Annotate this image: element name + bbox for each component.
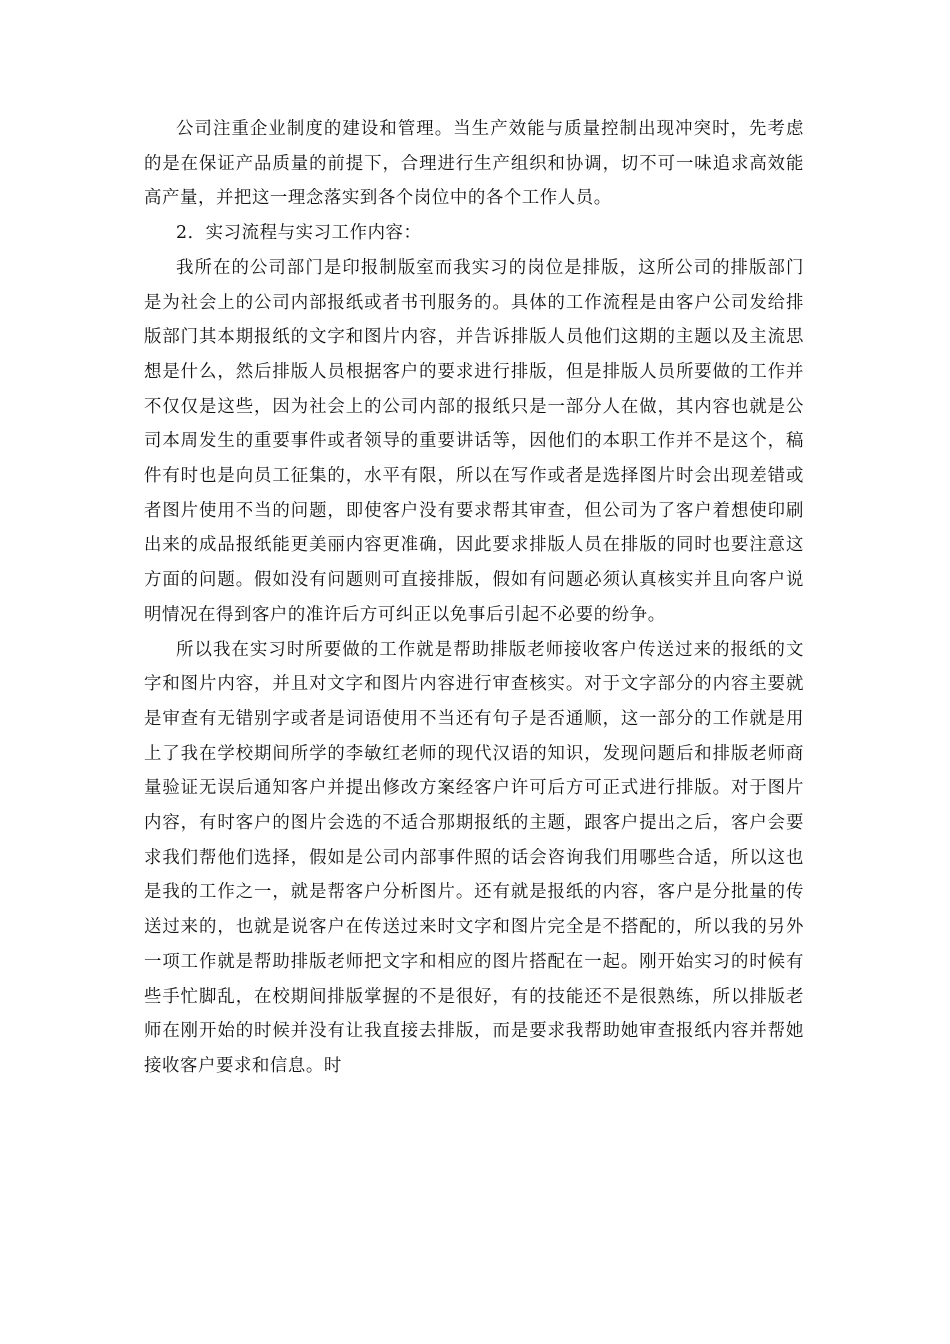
paragraph-internship-duties: 所以我在实习时所要做的工作就是帮助排版老师接收客户传送过来的报纸的文字和图片内容，并且对文字和图片内容进行审查核实。对于文字部分的内容主要就是审查有无错别字或者是词语使用不当还有句子是否通顺，这一部分的工作就是用上了我在学校期间所学的李敏红老师的现代汉语的知识，发现问题后和排版老师商量验证无误后通知客户并提出修改方案经客户许可后方可正式进行排版。对于图片内容，有时客户的图片会选的不适合那期报纸的主题，跟客户提出之后，客户会要求我们帮他们选择，假如是公司内部事件照的话会咨询我们用哪些合适，所以这也是我的工作之一，就是帮客户分析图片。还有就是报纸的内容，客户是分批量的传送过来的，也就是说客户在传送过来时文字和图片完全是不搭配的，所以我的另外一项工作就是帮助排版老师把文字和相应的图片搭配在一起。刚开始实习的时候有些手忙脚乱，在校期间排版掌握的不是很好，有的技能还不是很熟练，所以排版老师在刚开始的时候并没有让我直接去排版，而是要求我帮助她审查报纸内容并帮她接收客户要求和信息。时 (144, 639, 804, 1076)
paragraph-department-workflow: 我所在的公司部门是印报制版室而我实习的岗位是排版，这所公司的排版部门是为社会上的公司内部报纸或者书刊服务的。具体的工作流程是由客户公司发给排版部门其本期报纸的文字和图片内容，并告诉排版人员他们这期的主题以及主流思想是什么，然后排版人员根据客户的要求进行排版，但是排版人员所要做的工作并不仅仅是这些，因为社会上的公司内部的报纸只是一部分人在做，其内容也就是公司本周发生的重要事件或者领导的重要讲话等，因他们的本职工作并不是这个，稿件有时也是向员工征集的，水平有限，所以在写作或者是选择图片时会出现差错或者图片使用不当的问题，即使客户没有要求帮其审查，但公司为了客户着想使印刷出来的成品报纸能更美丽内容更准确，因此要求排版人员在排版的同时也要注意这方面的问题。假如没有问题则可直接排版，假如有问题必须认真核实并且向客户说明情况在得到客户的准许后方可纠正以免事后引起不必要的纷争。 (144, 257, 804, 625)
document-body (144, 112, 804, 1084)
section-heading-internship-process: 2．实习流程与实习工作内容： (176, 223, 422, 244)
paragraph-management-philosophy: 公司注重企业制度的建设和管理。当生产效能与质量控制出现冲突时，先考虑的是在保证产品质量的前提下，合理进行生产组织和协调，切不可一味追求高效能高产量，并把这一理念落实到各个岗位中的各个工作人员。 (144, 119, 804, 209)
